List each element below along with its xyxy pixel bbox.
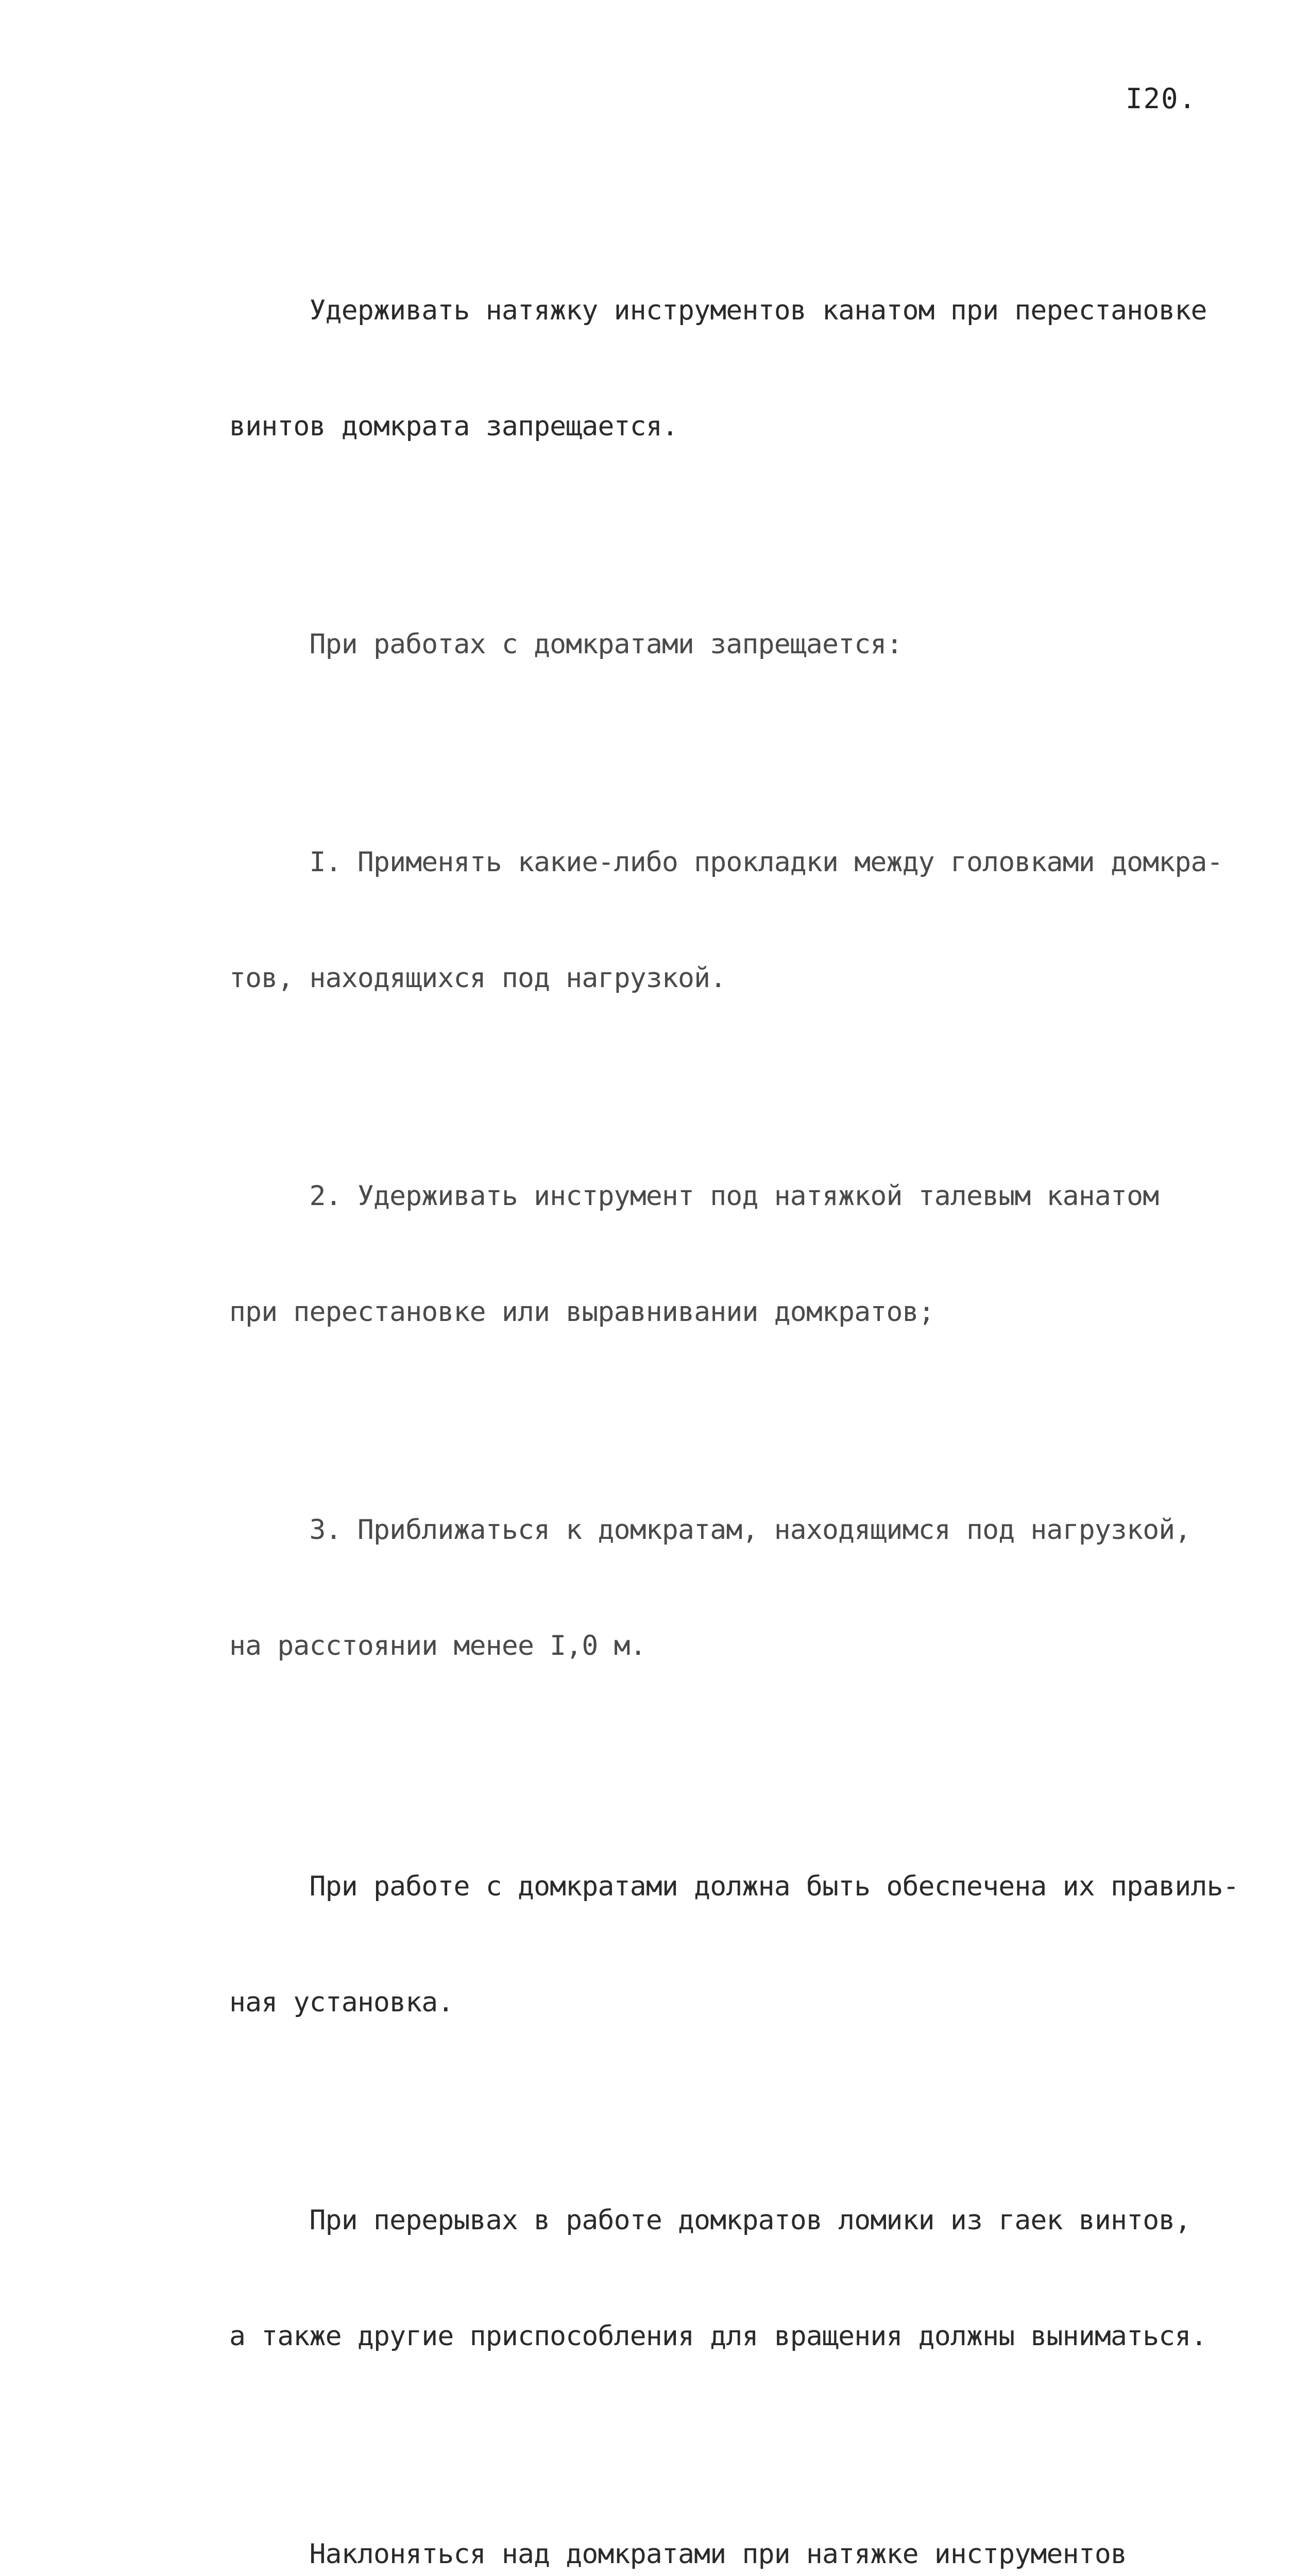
paragraph-line: При работе с домкратами должна быть обеспечена их правиль- <box>229 1871 1239 1902</box>
paragraph-line: винтов домкрата запрещается. <box>229 411 678 442</box>
document-body <box>229 214 1239 2576</box>
paragraph-line: при перестановке или выравнивании домкратов; <box>229 1296 934 1328</box>
paragraph-line: а также другие приспособления для вращения должны выниматься. <box>229 2320 1207 2352</box>
paragraph-line: Удерживать натяжку инструментов канатом при перестановке <box>229 295 1207 326</box>
paragraph-line: ная установка. <box>229 1987 454 2018</box>
paragraph-installation <box>229 1790 1239 2099</box>
page-number: I20. <box>1126 82 1197 115</box>
paragraph-line: При работах с домкратами запрещается: <box>229 629 903 660</box>
paragraph-line: на расстоянии менее I,0 м. <box>229 1630 646 1662</box>
paragraph-line: 3. Приближаться к домкратам, находящимся под нагрузкой, <box>229 1514 1191 1546</box>
list-item-2 <box>229 1099 1234 1409</box>
paragraph-line: Наклоняться над домкратами при натяжке инструментов <box>229 2538 1127 2570</box>
paragraph-line: При перерывах в работе домкратов ломики из гаек винтов, <box>229 2205 1191 2236</box>
paragraph-line: I. Применять какие-либо прокладки между головками домкра- <box>229 846 1223 878</box>
paragraph-breaks <box>229 2124 1234 2433</box>
paragraph-line: 2. Удерживать инструмент под натяжкой талевым канатом <box>229 1180 1159 1212</box>
paragraph-rope-tension-ban <box>229 214 1234 523</box>
paragraph-line: тов, находящихся под нагрузкой. <box>229 962 726 994</box>
paragraph-leaning-ban <box>229 2458 1234 2576</box>
list-item-1 <box>229 766 1234 1075</box>
paragraph-jack-prohibitions-heading <box>229 548 1234 741</box>
list-item-3 <box>229 1433 1234 1742</box>
